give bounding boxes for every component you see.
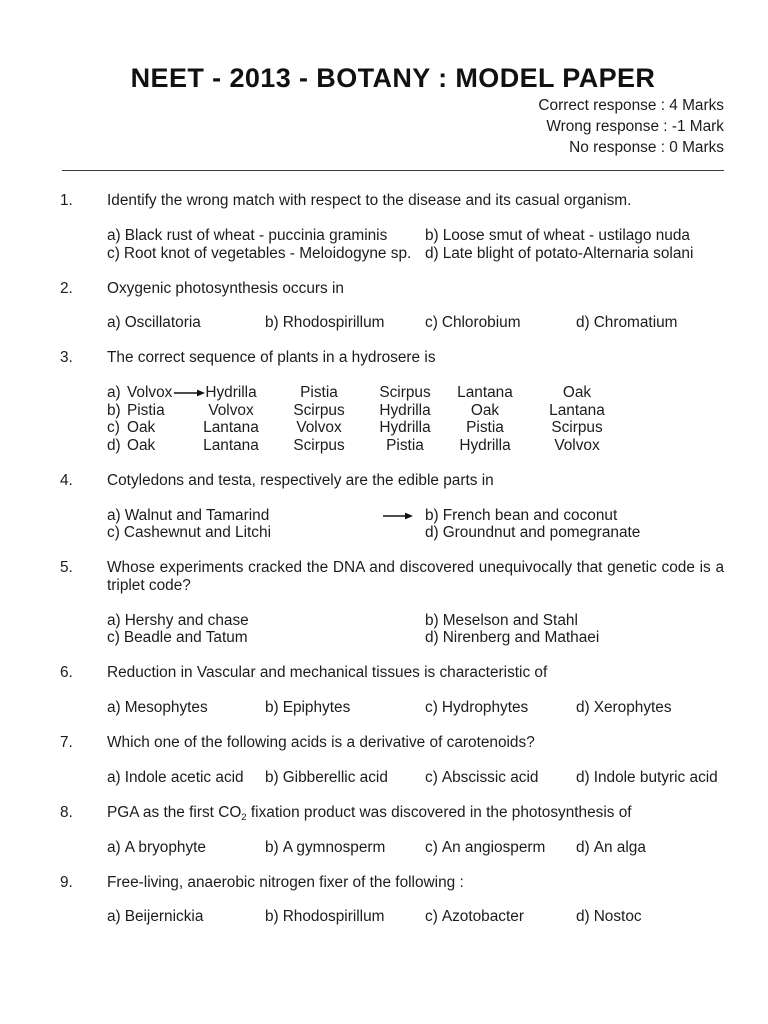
option-label: a) (107, 768, 121, 786)
option-label: d) (576, 768, 590, 786)
option-list (107, 699, 724, 717)
option-text: Loose smut of wheat - ustilago nuda (442, 227, 690, 245)
option-text: A gymnosperm (282, 838, 386, 856)
question-7 (0, 734, 768, 786)
sequence-item: Oak (127, 419, 156, 437)
question-number: 9. (60, 873, 73, 891)
sequence-item: Volvox (208, 401, 254, 419)
option-b (265, 908, 425, 926)
option-label: c) (107, 629, 120, 647)
option-text: Azotobacter (441, 908, 524, 926)
question-number: 5. (60, 559, 73, 577)
option-label: b) (265, 908, 279, 926)
option-b (265, 839, 425, 857)
question-stem (107, 559, 724, 594)
option-label: b) (265, 314, 279, 332)
option-d (576, 839, 724, 857)
question-9 (0, 874, 768, 926)
option-label: d) (425, 244, 439, 262)
option-text: Walnut and Tamarind (124, 506, 270, 524)
option-text: An angiosperm (441, 838, 546, 856)
sequence-item: Volvox (554, 437, 600, 455)
sequence-item: Lantana (457, 384, 513, 402)
question-1 (0, 192, 768, 262)
question-stem-line: triplet code? (107, 576, 191, 594)
option-list (107, 384, 724, 454)
option-text: Oscillatoria (124, 314, 201, 332)
sequence-item: Pistia (300, 384, 338, 402)
option-text: Root knot of vegetables - Meloidogyne sp. (123, 244, 412, 262)
option-d (576, 769, 724, 787)
option-a (107, 769, 265, 787)
option-c (107, 524, 425, 542)
sequence-item: Scirpus (293, 437, 345, 455)
option-a (107, 314, 265, 332)
sequence-item: Scirpus (551, 419, 603, 437)
option-label: b) (265, 838, 279, 856)
question-stem: Identify the wrong match with respect to the disease and its casual organism. (107, 192, 632, 210)
sequence-item: Pistia (127, 401, 165, 419)
subscript: 2 (241, 811, 247, 823)
question-stem: Reduction in Vascular and mechanical tissues is characteristic of (107, 664, 548, 682)
header-divider (62, 170, 724, 171)
option-text: French bean and coconut (442, 506, 618, 524)
option-label: c) (425, 908, 438, 926)
question-number: 4. (60, 471, 73, 489)
option-label: c) (425, 314, 438, 332)
option-label: d) (576, 908, 590, 926)
option-label: a) (107, 314, 121, 332)
option-d (425, 245, 724, 263)
option-text: Nostoc (593, 908, 642, 926)
option-text: Cashewnut and Litchi (123, 524, 271, 542)
option-text: Beadle and Tatum (123, 629, 248, 647)
option-label: c) (107, 524, 120, 542)
option-label: d) (576, 699, 590, 717)
sequence-item: Oak (127, 437, 156, 455)
option-list (107, 612, 724, 647)
paper-title: NEET - 2013 - BOTANY : MODEL PAPER (130, 63, 656, 93)
option-c (425, 839, 576, 857)
option-text: Abscissic acid (441, 768, 539, 786)
option-text: Black rust of wheat - puccinia graminis (124, 227, 388, 245)
question-4 (0, 472, 768, 542)
option-d (576, 908, 724, 926)
option-label: d) (425, 629, 439, 647)
option-label: b) (107, 401, 121, 419)
option-label: b) (425, 611, 439, 629)
sequence-item: Scirpus (293, 401, 345, 419)
sequence-item: Hydrilla (379, 419, 431, 437)
option-label: a) (107, 506, 121, 524)
option-label: b) (425, 227, 439, 245)
option-text: An alga (593, 838, 646, 856)
option-label: c) (425, 768, 438, 786)
sequence-item: Lantana (203, 419, 259, 437)
option-text: Xerophytes (593, 699, 672, 717)
option-a (107, 227, 425, 245)
option-label: c) (107, 419, 120, 437)
option-list (107, 314, 724, 332)
sequence-item: Oak (562, 384, 592, 402)
option-text: Beijernickia (124, 908, 204, 926)
option-a (107, 699, 265, 717)
question-5 (0, 559, 768, 647)
option-label: a) (107, 699, 121, 717)
marking-scheme (538, 95, 724, 158)
option-text: Gibberellic acid (282, 768, 388, 786)
option-text: Groundnut and pomegranate (442, 524, 641, 542)
sequence-item: Hydrilla (205, 384, 257, 402)
question-number: 2. (60, 279, 73, 297)
question-stem: Oxygenic photosynthesis occurs in (107, 279, 344, 297)
option-text: Nirenberg and Mathaei (442, 629, 600, 647)
right-arrow-icon (174, 389, 205, 397)
option-text: Mesophytes (124, 699, 208, 717)
option-label: a) (107, 227, 121, 245)
option-b (107, 402, 724, 420)
right-arrow-icon (383, 512, 413, 520)
option-text: Indole acetic acid (124, 768, 244, 786)
sequence-item: Oak (470, 401, 500, 419)
option-label: b) (265, 699, 279, 717)
sequence-item: Pistia (466, 419, 504, 437)
option-a (107, 384, 724, 402)
option-label: d) (107, 437, 121, 455)
option-text: Rhodospirillum (282, 314, 385, 332)
option-b (265, 314, 425, 332)
option-text: Chromatium (593, 314, 678, 332)
option-label: a) (107, 838, 121, 856)
option-d (107, 437, 724, 455)
option-text: Rhodospirillum (282, 908, 385, 926)
question-stem: Free-living, anaerobic nitrogen fixer of the following : (107, 873, 464, 891)
question-6 (0, 664, 768, 716)
marking-correct: Correct response : 4 Marks (538, 96, 724, 114)
option-a (107, 507, 425, 525)
stem-text: fixation product was discovered in the photosynthesis of (250, 803, 632, 821)
option-b (265, 699, 425, 717)
option-label: a) (107, 611, 121, 629)
option-b (425, 227, 724, 245)
option-d (576, 699, 724, 717)
option-a (107, 612, 425, 630)
option-list (107, 908, 724, 926)
sequence-item: Lantana (549, 401, 605, 419)
option-text: Hershy and chase (124, 611, 249, 629)
question-number: 8. (60, 803, 73, 821)
option-label: a) (107, 384, 121, 402)
option-c (425, 314, 576, 332)
sequence-item: Hydrilla (459, 437, 511, 455)
option-c (425, 908, 576, 926)
option-c (107, 245, 425, 263)
option-text: A bryophyte (124, 838, 206, 856)
option-c (425, 699, 576, 717)
question-stem: Which one of the following acids is a derivative of carotenoids? (107, 734, 535, 752)
option-d (425, 629, 724, 647)
option-text: Epiphytes (282, 699, 351, 717)
question-stem (107, 804, 724, 822)
option-label: a) (107, 908, 121, 926)
question-stem-line: Whose experiments cracked the DNA and discovered unequivocally that genetic code is a (107, 559, 724, 577)
sequence-item: Scirpus (379, 384, 431, 402)
question-stem: The correct sequence of plants in a hydrosere is (107, 349, 436, 367)
option-label: d) (576, 314, 590, 332)
option-a (107, 908, 265, 926)
option-list (107, 507, 724, 542)
question-3 (0, 349, 768, 454)
option-text: Meselson and Stahl (442, 611, 578, 629)
option-text: Chlorobium (441, 314, 521, 332)
option-label: c) (425, 699, 438, 717)
option-d (576, 314, 724, 332)
question-2 (0, 280, 768, 332)
question-stem: Cotyledons and testa, respectively are the edible parts in (107, 471, 494, 489)
option-label: d) (576, 838, 590, 856)
option-b (265, 769, 425, 787)
option-text: Indole butyric acid (593, 768, 718, 786)
sequence-item: Pistia (386, 437, 424, 455)
option-list (107, 839, 724, 857)
sequence-item: Lantana (203, 437, 259, 455)
option-label: c) (107, 244, 120, 262)
question-number: 6. (60, 664, 73, 682)
question-list (0, 192, 768, 943)
question-number: 1. (60, 192, 73, 210)
sequence-item: Hydrilla (379, 401, 431, 419)
option-label: b) (265, 768, 279, 786)
option-c (107, 419, 724, 437)
option-text: Late blight of potato-Alternaria solani (442, 244, 694, 262)
question-8 (0, 804, 768, 856)
option-b (425, 612, 724, 630)
question-number: 3. (60, 349, 73, 367)
option-label: c) (425, 838, 438, 856)
option-list (107, 227, 724, 262)
marking-wrong: Wrong response : -1 Mark (546, 117, 724, 135)
option-list (107, 769, 724, 787)
sequence-item: Volvox (296, 419, 342, 437)
stem-text: PGA as the first CO (107, 803, 242, 821)
marking-none: No response : 0 Marks (569, 138, 724, 156)
option-a (107, 839, 265, 857)
option-text: Hydrophytes (441, 699, 529, 717)
option-c (425, 769, 576, 787)
question-number: 7. (60, 734, 73, 752)
option-d (425, 524, 724, 542)
option-label: b) (425, 506, 439, 524)
sequence-item: Volvox (127, 384, 173, 402)
option-label: d) (425, 524, 439, 542)
option-c (107, 629, 425, 647)
option-b (425, 507, 724, 525)
